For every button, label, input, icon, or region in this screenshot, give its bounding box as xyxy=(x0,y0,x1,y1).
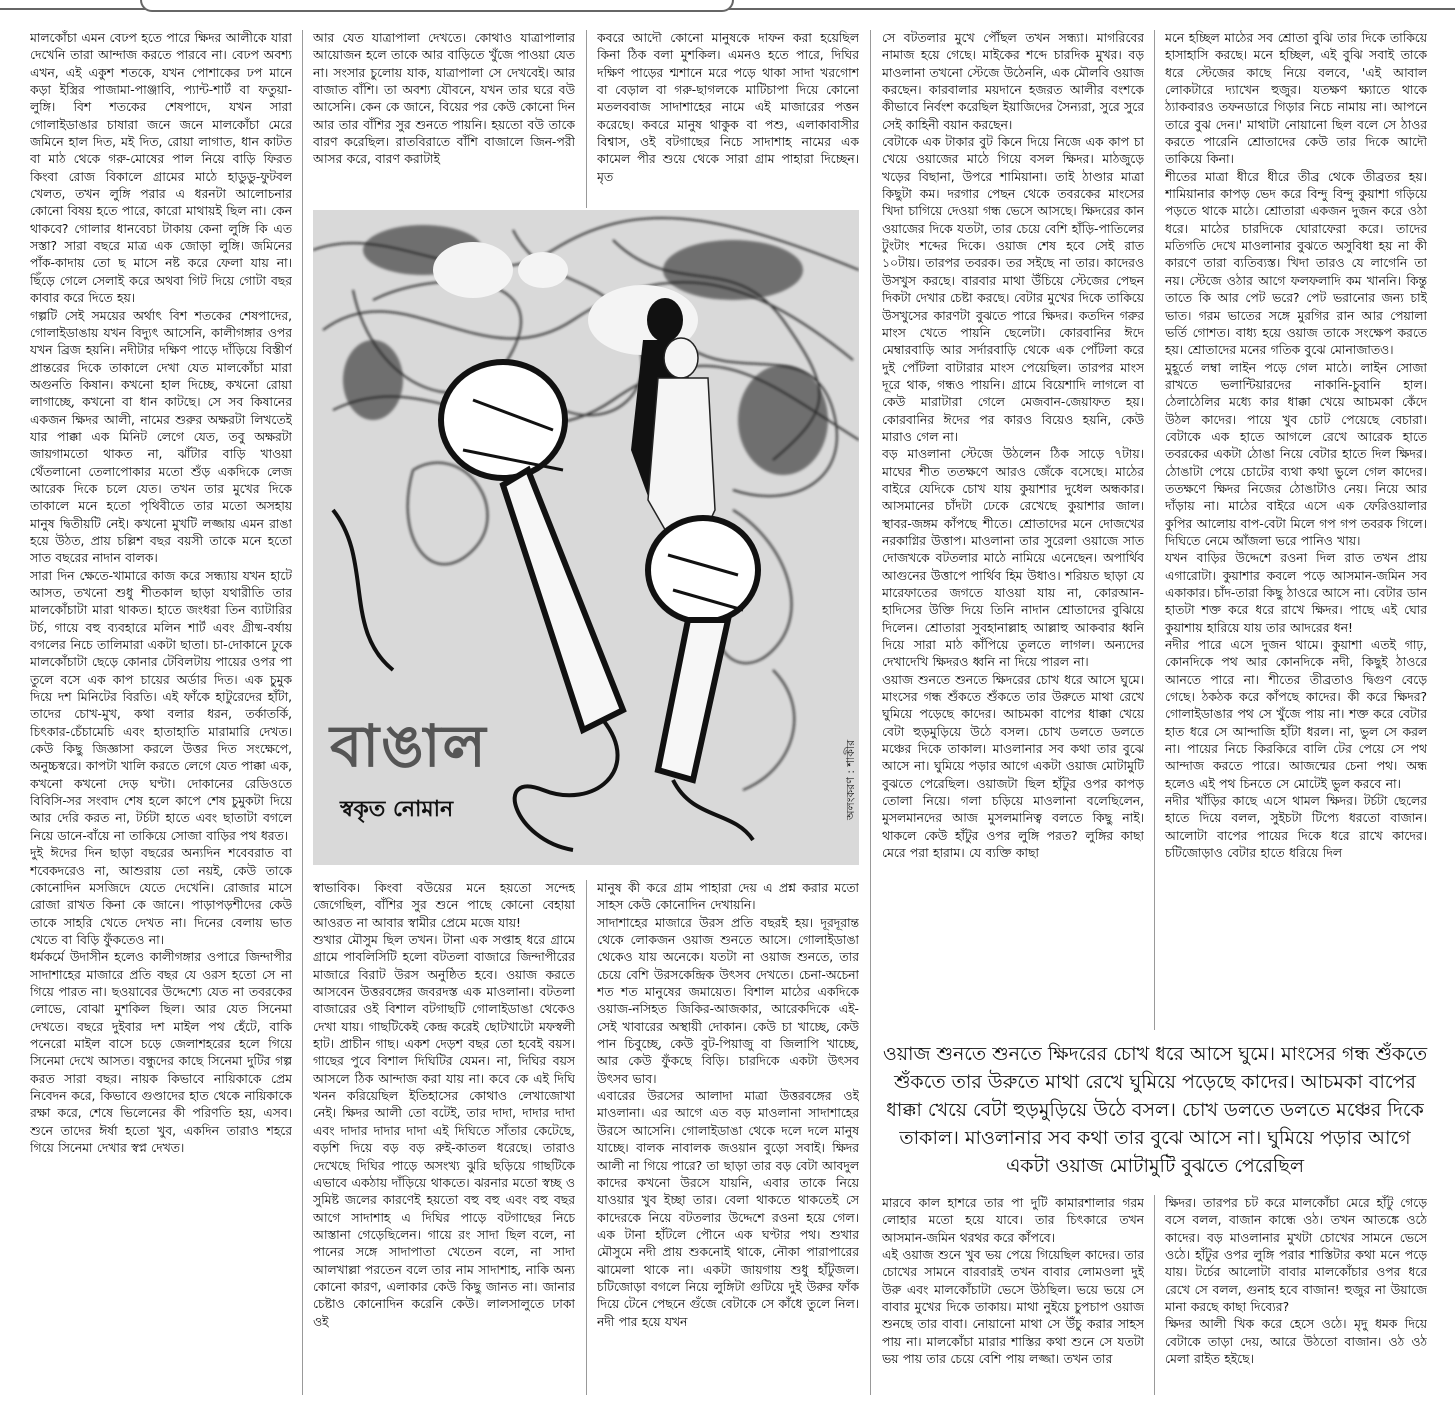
paragraph: নদীর পারে এসে দুজন থামে। কুয়াশা এতই গাঢ়, কোনদিকে পথ আর কোনদিকে নদী, কিছুই ঠাওরে আনতে পারে না। শীতের তীব্রতাও দ্বিগুণ বেড়ে গেছে। ঠকঠক করে কাঁপছে কাদের। কী করে ক্ষিদর? গোলাইডাঙার পথ সে খুঁজে পায় না। শক্ত করে বেটার হাত ধরে সে আন্দাজি হাঁটা ধরল। না, ভুল সে করল না। পায়ের নিচে কিরকিরে বালি টের পেয়ে সে পথ আন্দাজ করতে পারে। আজন্মের চেনা পথ। অন্ধ হলেও এই পথ চিনতে সে মোটেই ভুল করবে না। xyxy=(1165,638,1427,791)
pull-quote: ওয়াজ শুনতে শুনতে ক্ষিদরের চোখ ধরে আসে ঘুমে। মাংসের গন্ধ শুঁকতে শুঁকতে তার উরুতে মাথা রেখে ঘুমিয়ে পড়েছে কাদের। আচমকা বাপের ধাক্কা খেয়ে বেটা হুড়মুড়িয়ে উঠে বসল। চোখ ডলতে ডলতে মঞ্চের দিকে তাকাল। মাওলানার সব কথা তার বুঝে আসে না। ঘুমিয়ে পড়ার আগে একটা ওয়াজ মোটামুটি বুঝতে পেরেছিল xyxy=(882,1043,1428,1177)
paragraph: আর যেত যাত্রাপালা দেখতে। কোথাও যাত্রাপালার আয়োজন হলে তাকে আর বাড়িতে খুঁজে পাওয়া যেত না। সংসার চুলোয় যাক, যাত্রাপালা সে দেখবেই। আর বাজাত বাঁশি। তা অবশ্য যৌবনে, যখন তার ঘরে বউ আসেনি। কেন কে জানে, বিয়ের পর কেউ কোনো দিন আর তার বাঁশির সুর শুনতে পায়নি। হয়তো বউ তাকে বারণ করেছিল। রাতবিরাতে বাঁশি বাজালে জিন-পরী আসর করে, বারণ করাটাই xyxy=(313,31,575,167)
paragraph: মানুষ কী করে গ্রাম পাহারা দেয় এ প্রশ্ন করার মতো সাহস কেউ কোনোদিন দেখায়নি। xyxy=(597,881,859,913)
paragraph: শীতের মাত্রা ধীরে ধীরে তীব্র থেকে তীব্রতর হয়। শামিয়ানার কাপড় ভেদ করে বিন্দু বিন্দু কুয়াশা গড়িয়ে পড়তে থাকে মাঠে। শ্রোতারা একজন দুজন করে ওঠা ধরে। মাঠের চারদিকে ঘোরাফেরা করে। তাদের মতিগতি দেখে মাওলানার বুঝতে অসুবিধা হয় না কী কারণে তারা ব্যতিব্যস্ত। খিদা তারও যে লাগেনি তা নয়। স্টেজে ওঠার আগে ফলফলাদি কম খাননি। কিন্তু তাতে কি আর পেট ভরে? পেট ভরানোর জন্য চাই ভাত। গরম ভাতের সঙ্গে মুরগির রান আর পেয়ালা ভর্তি গোশত। বাধ্য হয়ে ওয়াজ তাকে সংক্ষেপ করতে হয়। শ্রোতাদের মনের গতিক বুঝে মোনাজাতও। xyxy=(1165,169,1427,358)
column-4-bottom xyxy=(882,1195,1144,1395)
paragraph: মারবে কাল হাশরে তার পা দুটি কামারশালার গরম লোহার মতো হয়ে যাবে। তার চিৎকারে তখন আসমান-জমিন থরথর করে কাঁপবে। xyxy=(882,1196,1144,1245)
paragraph: মনে হচ্ছিল মাঠের সব শ্রোতা বুঝি তার দিকে তাকিয়ে হাসাহাসি করছে। মনে হচ্ছিল, এই বুঝি সবাই তাকে ধরে স্টেজের কাছে নিয়ে বলবে, 'এই আবাল লোকটারে দ্যাখেন হুজুর। যতক্ষণ ক্ষ্যাতে থাকে ঠ্যাকবারও তফনডারে গিড়ার নিচে নামায় না। আপনে তারে বুঝ দেন।' মাথাটা নোয়ানো ছিল বলে সে ঠাওর করতে পারেনি শ্রোতাদের কেউ তার দিকে আদৌ তাকিয়ে কিনা। xyxy=(1165,31,1427,167)
paragraph: মুহূর্তে লম্বা লাইন পড়ে গেল মাঠে। লাইন সোজা রাখতে ভলান্টিয়ারদের নাকানি-চুবানি হাল। ঠেলাঠেলির মধ্যে কার ধাক্কা খেয়ে আচমকা কেঁদে উঠল কাদের। পায়ে খুব চোট পেয়েছে বেচারা। বেটাকে এক হাতে আগলে রেখে আরেক হাতে তবরকের একটা ঠোঙা নিয়ে বেটার হাতে দিল ক্ষিদর। ঠোঙাটা পেয়ে চোটের ব্যথা কথা ভুলে গেল কাদের। ততক্ষণে ক্ষিদর নিজের ঠোঙাটাও নেয়। নিয়ে আর দাঁড়ায় না। মাঠের বাইরে এসে এক ফেরিওয়ালার কুপির আলোয় বাপ-বেটা মিলে গপ গপ তবরক গিলে। দিঘিতে নেমে আঁজলা ভরে পানিও খায়। xyxy=(1165,360,1427,548)
column-2-top xyxy=(313,30,575,210)
paragraph: গল্পটি সেই সময়ের অর্থাৎ বিশ শতকের শেষপাদের, গোলাইডাঙায় যখন বিদ্যুৎ আসেনি, কালীগঙ্গার ওপর যখন ব্রিজ হয়নি। নদীটার দক্ষিণ পাড়ে দাঁড়িয়ে বিস্তীর্ণ প্রান্তরের দিকে তাকালে দেখা যেত মালকোঁচা মারা অগুনতি কিষান। কখনো হাল দিচ্ছে, কখনো রোয়া লাগাচ্ছে, কখনো বা ধান কাটছে। সে সব কিষানের একজন ক্ষিদর আলী, নামের শুরুর অক্ষরটা লিখতেই যার পাক্কা এক মিনিট লেগে যেত, তবু অক্ষরটা জায়গামতো থাকত না, ঝাঁটার বাড়ি খাওয়া থেঁতলানো তেলাপোকার মতো শুঁড় একদিকে লেজ আরেক দিকে চলে যেত। তখন তার মুখের দিকে তাকালে মনে হতো পৃথিবীতে তার মতো অসহায় মানুষ দ্বিতীয়টি নেই। কখনো মুখটি লজ্জায় এমন রাঙা হয়ে উঠত, প্রায় চল্লিশ বছর বয়সী তাকে মনে হতো সাত বছরের নাদান বালক। xyxy=(30,308,292,566)
column-divider xyxy=(586,880,587,1395)
column-5 xyxy=(1165,30,1427,1030)
column-divider xyxy=(1154,1195,1155,1395)
column-2-bottom xyxy=(313,880,575,1395)
column-divider xyxy=(1154,30,1155,1030)
paragraph: দুই ঈদের দিন ছাড়া বছরের অন্যদিন শবেবরাত বা শবেকদরেও না, আশুরায় তো নয়ই, কেউ তাকে কোনোদিন মসজিদে যেতে দেখেনি। রোজার মাসে রোজা রাখত কিনা কে জানে। পাড়াপড়শীদের কেউ তাকে সাহরি খেতে দেখত না। দিনের বেলায় ভাত খেতে বা বিড়ি ফুঁকতেও না। xyxy=(30,846,292,947)
article-title: বাঙাল xyxy=(330,712,488,780)
paragraph: শুখার মৌসুম ছিল তখন। টানা এক সপ্তাহ ধরে গ্রামে গ্রামে পাবলিসিটি হলো বটতলা বাজারে জিন্দাপীরের মাজারে বিরাট উরস অনুষ্ঠিত হবে। ওয়াজ করতে আসবেন উত্তরবঙ্গের জবরদস্ত এক মাওলানা। বটতলা বাজারের ওই বিশাল বটগাছটি গোলাইডাঙা থেকেও দেখা যায়। গাছটিকেই কেন্দ্র করেই ছোটখাটো মফস্বলী হাট। প্রাচীন গাছ। একশ দেড়শ বছর তো হবেই বয়স। গাছের পুবে বিশাল দিঘিটির যেমন। না, দিঘির বয়স আসলে ঠিক আন্দাজ করা যায় না। কবে কে এই দিঘি খনন করিয়েছিল ইতিহাসের কোথাও লেখাজোখা নেই। ক্ষিদর আলী তো বটেই, তার দাদা, দাদার দাদা এবং দাদার দাদার দাদা এই দিঘিতে সাঁতার কেটেছে, বড়শি দিয়ে বড় বড় রুই-কাতল ধরেছে। তারাও দেখেছে দিঘির পাড়ে অসংখ্য ঝুরি ছড়িয়ে গাছটিকে এভাবে একঠায় দাঁড়িয়ে থাকতে। ঝরনার মতো স্বচ্ছ ও সুমিষ্ট জলের কারণেই হয়তো বহু বহু এবং বহু বছর আগে সাদাশাহ এ দিঘির পাড়ে বটগাছের নিচে আস্তানা গেড়েছিলেন। গায়ে রং সাদা ছিল বলে, না পানের সঙ্গে সাদাপাতা খেতেন বলে, না সাদা আলখাল্লা পরতেন বলে তার নাম সাদাশাহ, নাকি অন্য কোনো কারণ, এলাকার কেউ কিছু জানত না। জানার চেষ্টাও কোনোদিন করেনি কেউ। লালসালুতে ঢাকা ওই xyxy=(313,933,575,1329)
paragraph: কবরে আদৌ কোনো মানুষকে দাফন করা হয়েছিল কিনা ঠিক বলা মুশকিল। এমনও হতে পারে, দিঘির দক্ষিণ পাড়ের শ্মশানে মরে পড়ে থাকা সাদা খরগোশ বা বেড়াল বা গরু-ছাগলকে মাটিচাপা দিয়ে কোনো মতলববাজ সাদাশাহের নামে এই মাজারের পত্তন করেছে। কবরে মানুষ থাকুক বা পশু, এলাকাবাসীর বিশ্বাস, ওই বটগাছের নিচে সাদাশাহ নামের এক কামেল পীর শুয়ে থেকে সারা গ্রাম পাহারা দিচ্ছেন। মৃত xyxy=(597,31,859,184)
paragraph: নদীর খাঁড়ির কাছে এসে থামল ক্ষিদর। টর্চটা ছেলের হাতে দিয়ে বলল, সুইচটা টিপ্যে ধরতো বাজান। আলোটা বাপের পায়ের দিকে ধরে রাখে কাদের। চটিজোড়াও বেটার হাতে ধরিয়ে দিল xyxy=(1165,794,1427,861)
column-divider xyxy=(302,30,303,1395)
paragraph: ক্ষিদর আলী খিক করে হেসে ওঠে। মৃদু ধমক দিয়ে বেটাকে তাড়া দেয়, আরে উঠতো বাজান। ওঠ ওঠ মেলা রাইত হইছে। xyxy=(1165,1317,1427,1367)
column-5-bottom xyxy=(1165,1195,1427,1395)
illustration-credit: অলংকরণ : শাকীর xyxy=(844,739,857,820)
paragraph: বড় মাওলানা স্টেজে উঠলেন ঠিক সাড়ে ৭টায়। মাঘের শীত ততক্ষণে আরও জেঁকে বসেছে। মাঠের বাইরে যেদিকে চোখ যায় কুয়াশার দুধেল অন্ধকার। আসমানের চাঁদটা ঢেকে রেখেছে কুয়াশার জাল। স্থাবর-জঙ্গম কাঁপছে শীতে। শ্রোতাদের মনে দোজখের নরকাগ্নির উত্তাপ। মাওলানা তার সুরেলা ওয়াজে সাত দোজখকে বটতলার মাঠে নামিয়ে এনেছেন। অপার্থিব আগুনের উত্তাপে পার্থিব হিম উধাও। শরিয়ত ছাড়া যে মারেফাতের জগতে যাওয়া যায় না, কোরআন-হাদিসের উক্তি দিয়ে তিনি নাদান শ্রোতাদের বুঝিয়ে দিলেন। শ্রোতারা সুবহানাল্লাহ আল্লাহু আকবার ধ্বনি দিয়ে সারা মাঠ কাঁপিয়ে তুলতে লাগল। অন্যদের দেখাদেখি ক্ষিদরও ধ্বনি না দিয়ে পারল না। xyxy=(882,447,1144,670)
column-divider xyxy=(870,30,871,1395)
paragraph: এবারের উরসের আলাদা মাত্রা উত্তরবঙ্গের ওই মাওলানা। এর আগে এত বড় মাওলানা সাদাশাহের উরসে আসেনি। গোলাইডাঙা থেকে দলে দলে মানুষ যাচ্ছে। বালক নাবালক জওয়ান বুড়ো সবাই। ক্ষিদর আলী না গিয়ে পারে? তা ছাড়া তার বড় বেটা আবদুল কাদের কখনো উরসে যায়নি, এবার তাকে নিয়ে যাওয়ার খুব ইচ্ছা তার। বেলা থাকতে থাকতেই সে কাদেরকে নিয়ে বটতলার উদ্দেশে রওনা হয়ে গেল। এক টানা হাঁটলে পৌনে এক ঘণ্টার পথ। শুখার মৌসুমে নদী প্রায় শুকনোই থাকে, নৌকা পারাপারের ঝামেলা থাকে না। একটা জায়গায় শুধু হাঁটুজল। চটিজোড়া বগলে নিয়ে লুঙ্গিটা গুটিয়ে দুই উরুর ফাঁক দিয়ে টেনে পেছনে গুঁজে বেটাকে সে কাঁধে তুলে নিল। নদী পার হয়ে যখন xyxy=(597,1089,859,1329)
column-1 xyxy=(30,30,292,1395)
paragraph: সে বটতলার মুখে পৌঁছল তখন সন্ধ্যা। মাগরিবের নামাজ হয়ে গেছে। মাইকের শব্দে চারদিক মুখর। বড় মাওলানা তখনো স্টেজে উঠেননি, এক মৌলবি ওয়াজ করছেন। কারবালার ময়দানে হজরত আলীর বংশকে কীভাবে নির্বংশ করেছিল ইয়াজিদের সৈন্যরা, সুরে সুরে সেই কাহিনী বয়ান করছেন। xyxy=(882,31,1144,132)
column-divider xyxy=(586,30,587,208)
top-rule-tab xyxy=(140,0,734,12)
paragraph: সাদাশাহের মাজারে উরস প্রতি বছরই হয়। দূরদূরান্ত থেকে লোকজন ওয়াজ শুনতে আসে। গোলাইডাঙা থেকেও যায় অনেকে। যতটা না ওয়াজ শুনতে, তার চেয়ে বেশি উরসকেন্দ্রিক উৎসব দেখতে। চেনা-অচেনা শত শত মানুষের জমায়েত। বিশাল মাঠের একদিকে ওয়াজ-নসিহত জিকির-আজকার, আরেকদিকে এই-সেই খাবারের অস্থায়ী দোকান। কেউ চা খাচ্ছে, কেউ পান চিবুচ্ছে, কেউ বুট-পিয়াজু বা জিলাপি খাচ্ছে, আর কেউ ফুঁকছে বিড়ি। চারদিকে একটা উৎসব উৎসব ভাব। xyxy=(597,915,859,1086)
paragraph: মালকোঁচা এমন বেঢপ হতে পারে ক্ষিদর আলীকে যারা দেখেনি তারা আন্দাজ করতে পারবে না। বেঢপ অবশ্য এখন, এই একুশ শতকে, যখন পোশাকের ঢপ মানে কড়া ইস্ত্রির পাজামা-পাঞ্জাবি, প্যান্ট-শার্ট বা ফতুয়া-লুঙ্গি। বিশ শতকের শেষপাদে, যখন সারা গোলাইডাঙার চাষারা জনে জনে মালকোঁচা মেরে জমিনে হাল দিত, মই দিত, রোয়া লাগাত, ধান কাটত বা মাঠ থেকে গরু-মোষের পাল নিয়ে বাড়ি ফিরত কিংবা রোজ বিকালে গ্রামের মাঠে হাডুডু-ফুটবল খেলত, তখন লুঙ্গি পরার এ ধরনটা আলোচনার কোনো বিষয় হতে পারে, কারো মাথায়ই ছিল না। কেন থাকবে? গোলার ধানবেচা টাকায় কেনা লুঙ্গি কি এত সস্তা? সারা বছরে মাত্র এক জোড়া লুঙ্গি। জমিনের পাঁক-কাদায় তো ছ মাসে নষ্ট করে ফেলা যায় না। ছিঁড়ে গেলে সেলাই করে অথবা গিট দিয়ে গোটা বছর কাবার করে দিতে হয়। xyxy=(30,31,292,306)
paragraph: স্বাভাবিক। কিংবা বউয়ের মনে হয়তো সন্দেহ জেগেছিল, বাঁশির সুর শুনে পাছে কোনো বেহায়া আওরত না আবার স্বামীর প্রেমে মজে যায়! xyxy=(313,881,575,930)
column-4 xyxy=(882,30,1144,1030)
paragraph: যখন বাড়ির উদ্দেশে রওনা দিল রাত তখন প্রায় এগারোটা। কুয়াশার কবলে পড়ে আসমান-জমিন সব একাকার। চাঁদ-তারা কিছু ঠাওরে আসে না। বেটার ডান হাতটা শক্ত করে ধরে রাখে ক্ষিদর। পাছে এই ঘোর কুয়াশায় হারিয়ে যায় তার আদরের ধন! xyxy=(1165,551,1427,635)
paragraph: বেটাকে এক টাকার বুট কিনে দিয়ে নিজে এক কাপ চা খেয়ে ওয়াজের মাঠে গিয়ে বসল ক্ষিদর। মাঠজুড়ে খড়ের বিছানা, উপরে শামিয়ানা। তাই ঠাণ্ডার মাত্রা কিছুটা কম। দরগার পেছন থেকে তবরকের মাংসের খিদা চাগিয়ে দেওয়া গন্ধ ভেসে আসছে। ক্ষিদরের কান ওয়াজের দিকে যতটা, তার চেয়ে বেশি হাঁড়ি-পাতিলের টুংটাং শব্দের দিকে। ওয়াজ শেষ হবে সেই রাত ১০টায়। তারপর তবরক। তর সইছে না তার। কাদেরও উসখুস করছে। বারবার মাথা উঁচিয়ে স্টেজের পেছন দিকটা দেখার চেষ্টা করছে। বেটার মুখের দিকে তাকিয়ে উসখুসের কারণটা বুঝতে পারে ক্ষিদর। কতদিন গরুর মাংস খেতে পায়নি ছেলেটা। কোরবানির ঈদে মেম্বারবাড়ি আর সর্দারবাড়ি থেকে এক পোঁটলা করে দুই পোঁটলা বাটারার মাংস পেয়েছিল। তারপর মাংস দূরে থাক, গন্ধও পায়নি। গ্রামে বিয়েশাদি লাগলে বা কেউ মারাটারা গেলে মেজবান-জেয়াফত হয়। কোরবানির ঈদের পর কারও বিয়েও হয়নি, কেউ মারাও গেল না। xyxy=(882,135,1144,444)
article-author: স্বকৃত নোমান xyxy=(340,796,454,822)
paragraph: ওয়াজ শুনতে শুনতে ক্ষিদরের চোখ ধরে আসে ঘুমে। মাংসের গন্ধ শুঁকতে শুঁকতে তার উরুতে মাথা রেখে ঘুমিয়ে পড়েছে কাদের। আচমকা বাপের ধাক্কা খেয়ে বেটা হুড়মুড়িয়ে উঠে বসল। চোখ ডলতে ডলতে মঞ্চের দিকে তাকাল। মাওলানার সব কথা তার বুঝে আসে না। ঘুমিয়ে পড়ার আগে একটা ওয়াজ মোটামুটি বুঝতে পেরেছিল। ওয়াজটা ছিল হাঁটুর ওপর কাপড় তোলা নিয়ে। গলা চড়িয়ে মাওলানা বলেছিলেন, মুসলমানদের আজ মুসলমানিত্ব বলতে কিছু নাই। থাকলে কেউ হাঁটুর ওপর লুঙ্গি পরত? লুঙ্গির কাছা মেরে পরা হারাম। যে ব্যক্তি কাছা xyxy=(882,672,1144,861)
column-3-bottom xyxy=(597,880,859,1395)
column-3-top xyxy=(597,30,859,210)
paragraph: সারা দিন ক্ষেতে-খামারে কাজ করে সন্ধ্যায় যখন হাটে আসত, তখনো শুধু শীতকাল ছাড়া যথারীতি তার মালকোঁচাটা মারা থাকত। হাতে জংধরা তিন ব্যাটারির টর্চ, গায়ে বহু ব্যবহারে মলিন শার্ট এবং গ্রীষ্ম-বর্ষায় বগলের নিচে তালিমারা একটা ছাতা। চা-দোকানে ঢুকে মালকোঁচাটা ছেড়ে কোনার টেবিলটায় পায়ের ওপর পা তুলে বসে এক কাপ চায়ের অর্ডার দিত। এক চুমুক দিয়ে দশ মিনিটের বিরতি। এই ফাঁকে হাটুরেদের হাঁটা, তাদের চোখ-মুখ, কথা বলার ধরন, তর্কাতর্কি, চিৎকার-চেঁচামেচি এবং হাতাহাতি মারামারি দেখত। কেউ কিছু জিজ্ঞাসা করলে উত্তর দিত সংক্ষেপে, অনুচ্চস্বরে। কাপটা খালি করতে লেগে যেত পাক্কা এক, কখনো কখনো দেড় ঘণ্টা। দোকানের রেডিওতে বিবিসি-সর সংবাদ শেষ হলে কাপে শেষ চুমুকটা দিয়ে আর দেরি করত না, টর্চটা হাতে এবং ছাতাটা বগলে নিয়ে ডানে-বাঁয়ে না তাকিয়ে সোজা বাড়ির পথ ধরত। xyxy=(30,568,292,843)
paragraph: ক্ষিদর। তারপর চট করে মালকোঁচা মেরে হাঁটু গেড়ে বসে বলল, বাজান কান্ধে ওঠ। তখন আতঙ্কে ওঠে কাদের। বড় মাওলানার মুখটা চোখের সামনে ভেসে ওঠে। হাঁটুর ওপর লুঙ্গি পরার শাস্তিটার কথা মনে পড়ে যায়। টর্চের আলোটা বাবার মালকোঁচার ওপর ধরে রেখে সে বলল, গুনাহ হবে বাজান! হুজুর না উয়াজে মানা করছে কাছা দিব্যের? xyxy=(1165,1196,1427,1315)
paragraph: ধর্মকর্মে উদাসীন হলেও কালীগঙ্গার ওপারে জিন্দাপীর সাদাশাহের মাজারে প্রতি বছর যে ওরস হতো সে না গিয়ে পারত না। ছওয়াবের উদ্দেশ্যে যেত না তবরকের লোভে, বোঝা মুশকিল ছিল। আর যেত সিনেমা দেখতে। বছরে দুইবার দশ মাইল পথ হেঁটে, বাকি পনেরো মাইল বাসে চড়ে জেলাশহরের হলে গিয়ে সিনেমা দেখে আসত। বন্ধুদের কাছে সিনেমা দুটির গল্প করত সারা বছর। নায়ক কিভাবে নায়িকাকে প্রেম নিবেদন করে, কিভাবে গুণ্ডাদের হাত থেকে নায়িকাকে রক্ষা করে, শেষে ভিলেনের কী পরিণতি হয়, এসব। শুনে তাদের ঈর্ষা হতো খুব, একদিন তারাও শহরে গিয়ে সিনেমা দেখার স্বপ্ন দেখত। xyxy=(30,950,292,1155)
paragraph: এই ওয়াজ শুনে খুব ভয় পেয়ে গিয়েছিল কাদের। তার চোখের সামনে বারবারই তখন বাবার লোমওলা দুই উরু এবং মালকোঁচাটা ভেসে উঠছিল। ভয়ে ভয়ে সে বাবার মুখের দিকে তাকায়। মাথা নুইয়ে চুপচাপ ওয়াজ শুনছে তার বাবা। নোয়ানো মাথা সে উঁচু করার সাহস পায় না। মালকোঁচা মারার শাস্তির কথা শুনে সে যতটা ভয় পায় তার চেয়ে বেশি পায় লজ্জা। তখন তার xyxy=(882,1248,1144,1367)
